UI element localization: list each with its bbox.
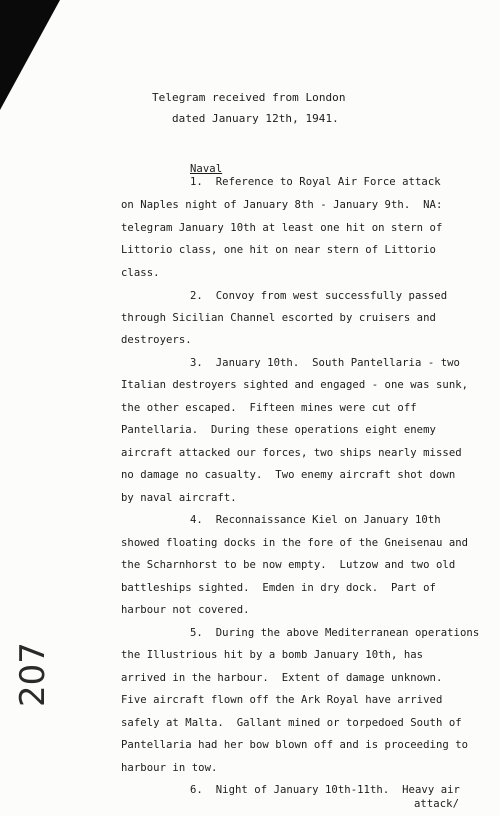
text-line: 3. January 10th. South Pantellaria - two — [190, 357, 460, 369]
text-line: harbour in tow. — [121, 762, 218, 774]
text-line: 2. Convoy from west successfully passed — [190, 290, 448, 302]
text-line: Italian destroyers sighted and engaged - one was sunk, — [121, 379, 469, 391]
heading-line-2: dated January 12th, 1941. — [172, 112, 339, 125]
text-line: telegram January 10th at least one hit on stern of — [121, 222, 443, 234]
scan-corner-shadow — [0, 0, 60, 110]
text-line: arrived in the harbour. Extent of damage unknown. — [121, 672, 443, 684]
text-line: Littorio class, one hit on near stern of Littorio — [121, 244, 436, 256]
text-line: by naval aircraft. — [121, 492, 237, 504]
text-line: Pantellaria. During these operations eight enemy — [121, 424, 436, 436]
text-line: 4. Reconnaissance Kiel on January 10th — [190, 514, 441, 526]
text-line: destroyers. — [121, 334, 192, 346]
text-line: through Sicilian Channel escorted by cruisers and — [121, 312, 436, 324]
text-line: Pantellaria had her bow blown off and is proceeding to — [121, 739, 469, 751]
text-line: the Illustrious hit by a bomb January 10th, has — [121, 649, 424, 661]
heading-line-1: Telegram received from London — [152, 91, 346, 104]
text-line: showed floating docks in the fore of the Gneisenau and — [121, 537, 469, 549]
text-line: safely at Malta. Gallant mined or torpedoed South of — [121, 717, 462, 729]
text-line: class. — [121, 267, 160, 279]
text-line: on Naples night of January 8th - January 9th. NA: — [121, 199, 443, 211]
text-line: 5. During the above Mediterranean operations — [190, 627, 480, 639]
text-line: Five aircraft flown off the Ark Royal have arrived — [121, 694, 443, 706]
text-line: harbour not covered. — [121, 604, 250, 616]
margin-page-number: 207 — [13, 642, 53, 707]
text-line: aircraft attacked our forces, two ships nearly missed — [121, 447, 462, 459]
continuation-mark: attack/ — [414, 798, 459, 810]
text-line: the Scharnhorst to be now empty. Lutzow and two old — [121, 559, 456, 571]
section-title: Naval — [190, 163, 223, 175]
text-line: no damage no casualty. Two enemy aircraft shot down — [121, 469, 456, 481]
text-line: the other escaped. Fifteen mines were cut off — [121, 402, 417, 414]
text-line: 1. Reference to Royal Air Force attack — [190, 176, 441, 188]
text-line: 6. Night of January 10th-11th. Heavy air — [190, 784, 460, 796]
text-line: battleships sighted. Emden in dry dock. Part of — [121, 582, 436, 594]
